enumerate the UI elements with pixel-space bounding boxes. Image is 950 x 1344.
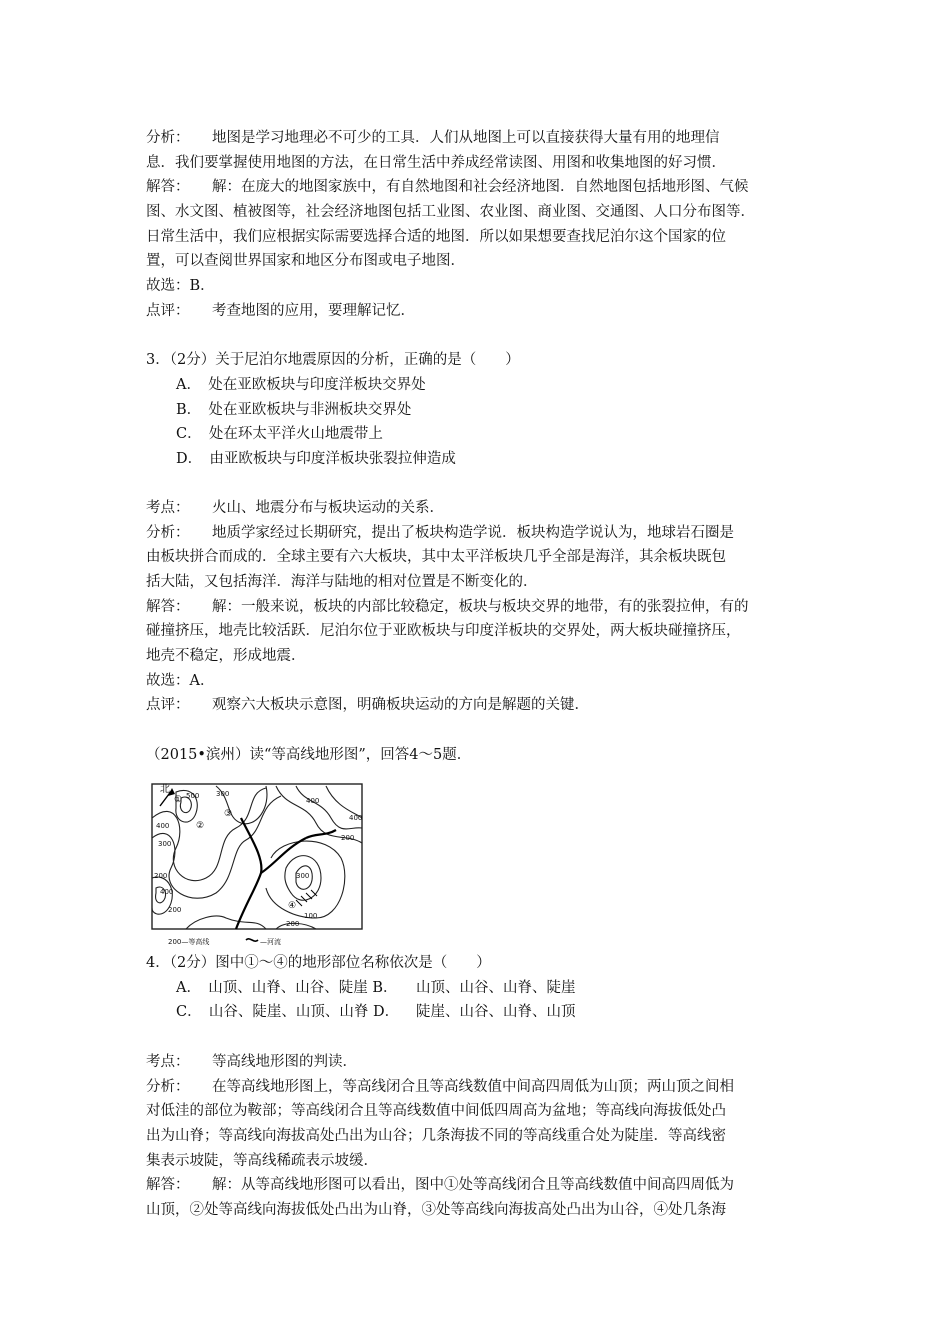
elev-label: 100 [304, 912, 318, 920]
q3-option-b: B． 处在亚欧板块与非洲板块交界处 [176, 402, 412, 418]
q3-analysis-line-2: 由板块拼合而成的．全球主要有六大板块，其中太平洋板块几乎全部是海洋，其余板块既包 [146, 549, 726, 565]
q4-analysis-line-4: 集表示坡陡，等高线稀疏表示坡缓． [146, 1153, 378, 1169]
q2-answer-line-2: 图、水文图、植被图等，社会经济地图包括工业图、农业图、商业图、交通图、人口分布图等． [146, 204, 755, 220]
legend-river: —河流 [260, 938, 281, 946]
elev-label: 200 [286, 920, 300, 928]
elev-label: 300 [216, 790, 230, 798]
q2-answer-line-3: 日常生活中，我们应根据实际需要选择合适的地图．所以如果想要查找尼泊尔这个国家的位 [146, 229, 726, 245]
q2-choice: 故选：B． [146, 278, 215, 294]
q4-answer-line-1: 解答： 解：从等高线地形图可以看出，图中①处等高线闭合且等高线数值中间高四周低为 [146, 1177, 734, 1193]
elev-label: 200 [168, 906, 182, 914]
marker-3: ③ [224, 809, 233, 819]
q4-answer-line-2: 山顶，②处等高线向海拔低处凸出为山脊，③处等高线向海拔高处凸出为山谷，④处几条海 [146, 1202, 726, 1218]
q4-analysis-line-1: 分析： 在等高线地形图上，等高线闭合且等高线数值中间高四周低为山顶；两山顶之间相 [146, 1079, 734, 1095]
q2-analysis-line-2: 息．我们要掌握使用地图的方法，在日常生活中养成经常读图、用图和收集地图的好习惯． [146, 155, 726, 171]
legend-river-icon [246, 939, 258, 941]
q4-analysis-line-3: 出为山脊；等高线向海拔高处凸出为山谷；几条海拔不同的等高线重合处为陡崖．等高线密 [146, 1128, 726, 1144]
elev-label: 500 [186, 792, 200, 800]
marker-4: ④ [288, 901, 297, 911]
q4-option-b: 山顶、山谷、山脊、陡崖 [416, 980, 576, 996]
q3-answer-line-1: 解答： 解：一般来说，板块的内部比较稳定，板块与板块交界的地带，有的张裂拉伸，有的 [146, 599, 749, 615]
q2-analysis-line-1: 分析： 地图是学习地理必不可少的工具．人们从地图上可以直接获得大量有用的地理信 [146, 130, 720, 146]
q3-analysis-line-3: 括大陆，又包括海洋．海洋与陆地的相对位置是不断变化的． [146, 574, 538, 590]
q3-option-c: C． 处在环太平洋火山地震带上 [176, 426, 383, 442]
q4-stem: 4．（2分）图中①～④的地形部位名称依次是（ ） [146, 955, 491, 971]
map-frame [152, 784, 362, 929]
q2-answer-line-4: 置，可以查阅世界国家和地区分布图或电子地图． [146, 253, 465, 269]
q4-option-d: 陡崖、山谷、山脊、山顶 [416, 1004, 576, 1020]
elev-label: 400 [349, 814, 363, 822]
marker-1: ① [174, 795, 183, 805]
q3-analysis-line-1: 分析： 地质学家经过长期研究，提出了板块构造学说．板块构造学说认为，地球岩石圈是 [146, 525, 734, 541]
elev-label: 200 [154, 872, 168, 880]
north-label: 北 [160, 784, 170, 795]
q4-option-c: C． 山谷、陡崖、山顶、山脊 D． [176, 1004, 400, 1020]
elev-label: 400 [306, 797, 320, 805]
contour-map-figure [146, 778, 366, 950]
q3-option-d: D． 由亚欧板块与印度洋板块张裂拉伸造成 [176, 451, 456, 467]
marker-2: ② [196, 821, 205, 831]
legend-contour: 200—等高线 [168, 938, 210, 946]
q3-comment: 点评： 观察六大板块示意图，明确板块运动的方向是解题的关键． [146, 697, 589, 713]
elev-label: 400 [156, 822, 170, 830]
q4-option-a: A． 山顶、山脊、山谷、陡崖 B． [176, 980, 398, 996]
q3-answer-line-2: 碰撞挤压，地壳比较活跃．尼泊尔位于亚欧板块与印度洋板块的交界处，两大板块碰撞挤压， [146, 623, 741, 639]
q3-stem: 3．（2分）关于尼泊尔地震原因的分析，正确的是（ ） [146, 352, 520, 368]
intro-4-5: （2015•滨州）读“等高线地形图”，回答4～5题． [146, 747, 472, 763]
cliff-hatch [296, 890, 317, 906]
elev-label: 200 [341, 834, 355, 842]
elev-label: 400 [160, 888, 174, 896]
q3-choice: 故选：A． [146, 673, 215, 689]
q4-point: 考点： 等高线地形图的判读． [146, 1054, 357, 1070]
q3-point: 考点： 火山、地震分布与板块运动的关系． [146, 500, 444, 516]
elev-label: 300 [296, 872, 310, 880]
q2-answer-line-1: 解答： 解：在庞大的地图家族中，有自然地图和社会经济地图．自然地图包括地形图、气候 [146, 179, 749, 195]
elev-label: 300 [158, 840, 172, 848]
q2-comment: 点评： 考查地图的应用，要理解记忆． [146, 303, 415, 319]
q3-option-a: A． 处在亚欧板块与印度洋板块交界处 [176, 377, 426, 393]
q4-analysis-line-2: 对低洼的部位为鞍部；等高线闭合且等高线数值中间低四周高为盆地；等高线向海拔低处凸 [146, 1103, 726, 1119]
q3-answer-line-3: 地壳不稳定，形成地震． [146, 648, 306, 664]
